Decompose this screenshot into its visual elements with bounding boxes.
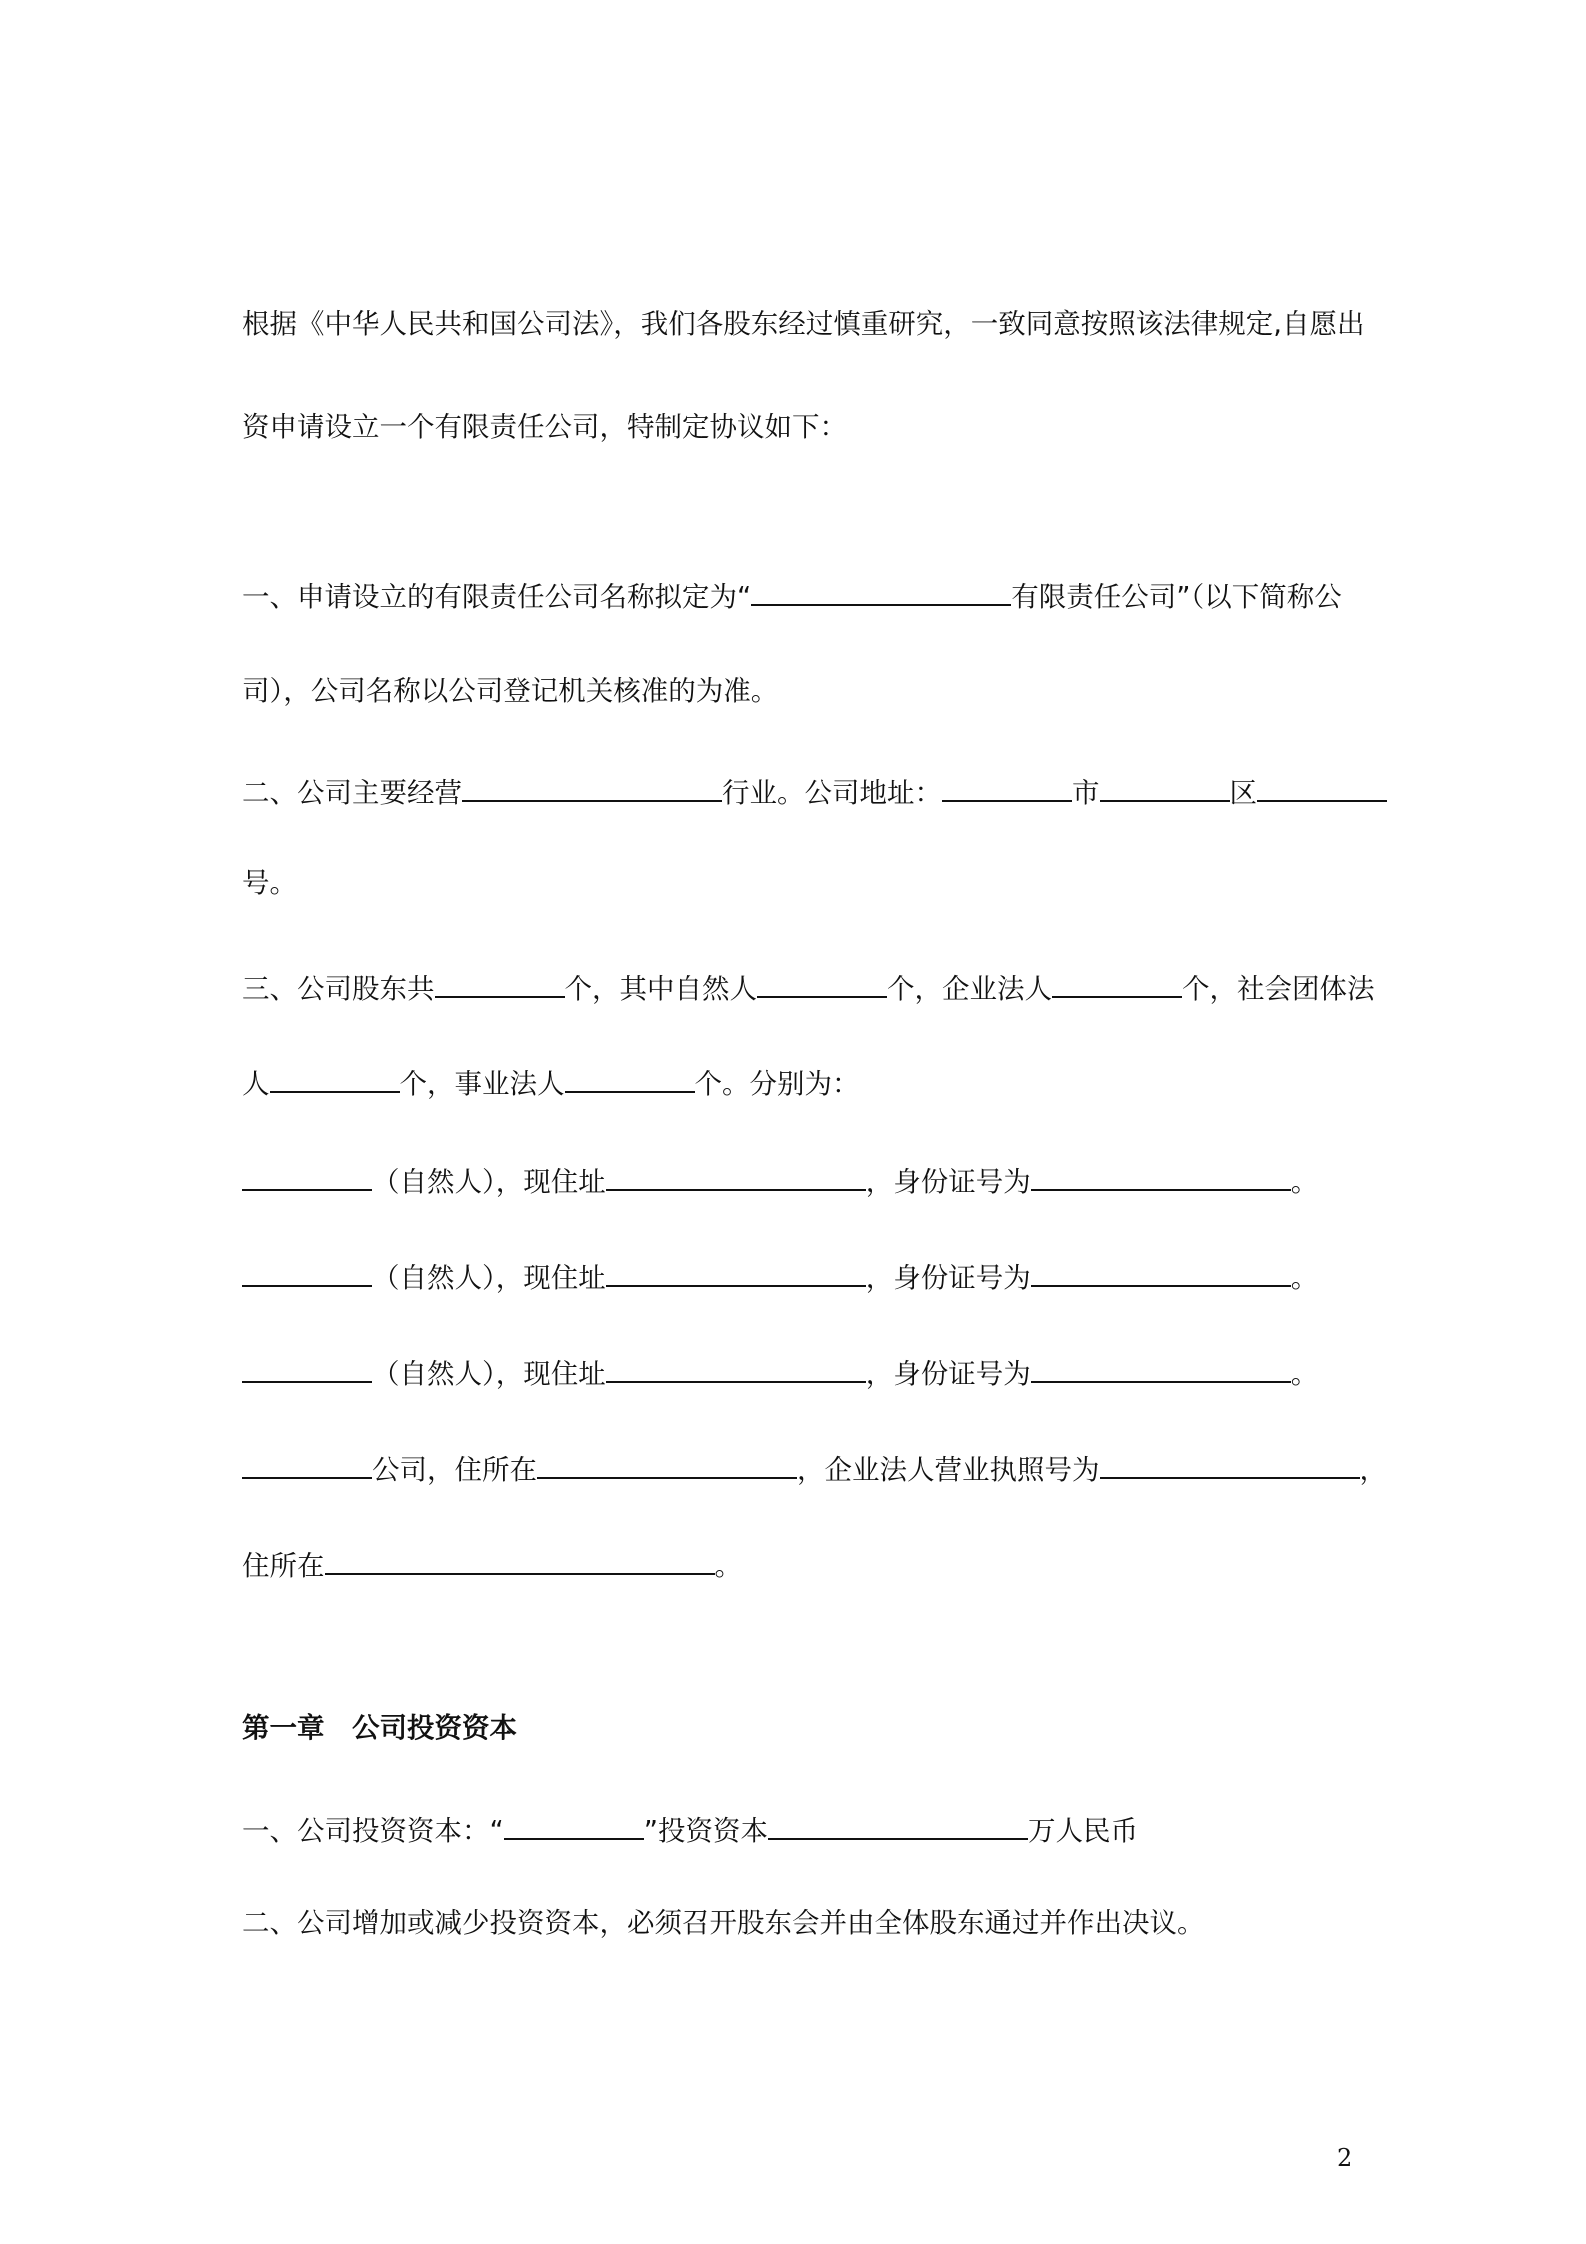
clause-1-line-2: 司），公司名称以公司登记机关核准的为准。 xyxy=(242,675,779,707)
clause-3-text-g: 个。分别为： xyxy=(694,1068,860,1100)
natural-person-count-blank[interactable] xyxy=(757,970,887,998)
clause-1-text-b: 有限责任公司”（以下简称公 xyxy=(1011,581,1342,613)
chapter-1-item-1 xyxy=(242,1812,1138,1846)
corporate-text-e: 。 xyxy=(714,1550,742,1582)
clause-3-text-c: 个，企业法人 xyxy=(887,973,1052,1005)
residence-blank[interactable] xyxy=(325,1547,715,1575)
address-city-blank[interactable] xyxy=(942,774,1072,802)
person-name-blank[interactable] xyxy=(242,1355,372,1383)
corporate-text-a: 公司，住所在 xyxy=(372,1454,537,1486)
capital-name-blank[interactable] xyxy=(504,1812,644,1840)
person-text-b: ，身份证号为 xyxy=(865,1166,1031,1198)
shareholder-total-blank[interactable] xyxy=(435,970,565,998)
clause-2-line-2: 号。 xyxy=(242,867,297,899)
business-industry-blank[interactable] xyxy=(462,774,722,802)
person-text-a: （自然人），现住址 xyxy=(372,1358,606,1390)
clause-2-text-c: 市 xyxy=(1072,777,1100,809)
company-name-blank[interactable] xyxy=(751,578,1011,606)
person-name-blank[interactable] xyxy=(242,1259,372,1287)
address-district-blank[interactable] xyxy=(1100,774,1230,802)
clause-1-text-a: 一、申请设立的有限责任公司名称拟定为“ xyxy=(242,581,752,613)
corporate-name-blank[interactable] xyxy=(242,1451,372,1479)
person-text-c: 。 xyxy=(1290,1166,1319,1198)
natural-person-row xyxy=(242,1355,1318,1389)
person-id-blank[interactable] xyxy=(1031,1163,1291,1191)
natural-person-row xyxy=(242,1259,1318,1293)
person-text-c: 。 xyxy=(1290,1262,1319,1294)
chapter-1-item-1-text-b: ”投资资本 xyxy=(643,1815,768,1847)
clause-3-text-f: 个，事业法人 xyxy=(399,1068,565,1100)
preamble-line-1: 根据《中华人民共和国公司法》，我们各股东经过慎重研究，一致同意按照该法律规定,自愿出 xyxy=(242,308,1365,340)
natural-person-row xyxy=(242,1163,1318,1197)
person-id-blank[interactable] xyxy=(1031,1355,1291,1383)
clause-2-text-a: 二、公司主要经营 xyxy=(242,777,462,809)
address-street-blank[interactable] xyxy=(1257,774,1387,802)
page-number: 2 xyxy=(1337,2144,1353,2172)
corporate-row-line-2 xyxy=(242,1547,742,1581)
clause-3-text-d: 个，社会团体法 xyxy=(1182,973,1375,1005)
clause-3-text-a: 三、公司股东共 xyxy=(242,973,435,1005)
person-name-blank[interactable] xyxy=(242,1163,372,1191)
person-text-c: 。 xyxy=(1290,1358,1319,1390)
corporate-row-line-1 xyxy=(242,1451,1387,1485)
social-group-count-blank[interactable] xyxy=(270,1065,400,1093)
person-address-blank[interactable] xyxy=(606,1163,866,1191)
person-text-b: ，身份证号为 xyxy=(865,1262,1031,1294)
corporate-address-blank[interactable] xyxy=(537,1451,797,1479)
person-address-blank[interactable] xyxy=(606,1355,866,1383)
corporate-text-d: 住所在 xyxy=(242,1550,325,1582)
person-id-blank[interactable] xyxy=(1031,1259,1291,1287)
clause-2-text-b: 行业。公司地址： xyxy=(722,777,942,809)
chapter-1-title: 第一章 公司投资资本 xyxy=(242,1712,517,1744)
corporate-text-c: ， xyxy=(1359,1454,1387,1486)
business-license-blank[interactable] xyxy=(1100,1451,1360,1479)
clause-2-text-d: 区 xyxy=(1229,777,1257,809)
corporate-count-blank[interactable] xyxy=(1052,970,1182,998)
clause-3-line-2 xyxy=(242,1065,860,1099)
clause-3-line-1 xyxy=(242,970,1375,1004)
clause-2-line-1 xyxy=(242,774,1387,808)
chapter-1-item-2: 二、公司增加或减少投资资本，必须召开股东会并由全体股东通过并作出决议。 xyxy=(242,1907,1205,1939)
person-text-b: ，身份证号为 xyxy=(865,1358,1031,1390)
person-text-a: （自然人），现住址 xyxy=(372,1262,606,1294)
capital-amount-blank[interactable] xyxy=(768,1812,1028,1840)
corporate-text-b: ，企业法人营业执照号为 xyxy=(797,1454,1100,1486)
chapter-1-item-1-text-c: 万人民币 xyxy=(1028,1815,1138,1847)
person-address-blank[interactable] xyxy=(606,1259,866,1287)
clause-3-text-e: 人 xyxy=(242,1068,270,1100)
clause-3-text-b: 个，其中自然人 xyxy=(564,973,757,1005)
preamble-line-2: 资申请设立一个有限责任公司，特制定协议如下： xyxy=(242,411,847,443)
person-text-a: （自然人），现住址 xyxy=(372,1166,606,1198)
chapter-1-item-1-text-a: 一、公司投资资本：“ xyxy=(242,1815,504,1847)
clause-1-line-1 xyxy=(242,578,1342,612)
institution-count-blank[interactable] xyxy=(565,1065,695,1093)
